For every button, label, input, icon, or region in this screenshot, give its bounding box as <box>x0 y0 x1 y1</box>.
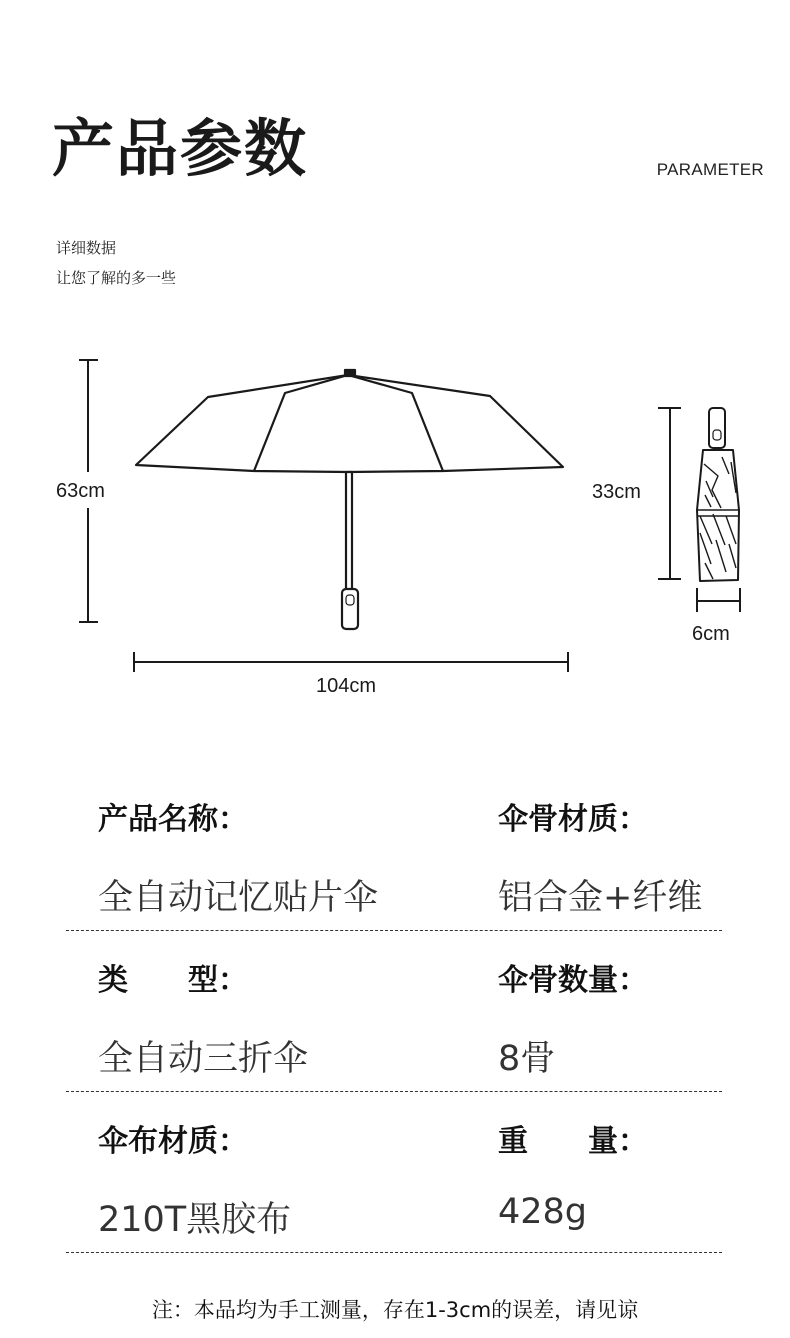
umbrella-dimension-diagram <box>0 330 790 710</box>
folded-length-dimension <box>658 408 681 579</box>
folded-umbrella-icon <box>697 408 739 581</box>
spec-value: 428g <box>498 1192 588 1232</box>
folded-width-dimension <box>697 588 740 612</box>
page-subtitle-en: PARAMETER <box>656 160 764 179</box>
open-width-dimension <box>134 652 568 672</box>
spec-row <box>66 931 722 1092</box>
open-height-label: 63cm <box>56 480 105 502</box>
spec-row <box>66 770 722 931</box>
folded-width-label: 6cm <box>692 623 730 645</box>
folded-length-label: 33cm <box>592 481 641 503</box>
spec-value: 8骨 <box>498 1039 556 1079</box>
intro-line-1: 详细数据 <box>56 239 117 257</box>
spec-row <box>66 1092 722 1253</box>
spec-label: 产品名称： <box>98 802 248 837</box>
page-title: 产品参数 <box>52 112 309 185</box>
intro-line-2: 让您了解的多一些 <box>56 269 177 287</box>
spec-label: 伞骨材质： <box>498 802 648 837</box>
spec-label: 重 量： <box>498 1124 648 1159</box>
spec-value: 全自动记忆贴片伞 <box>98 878 379 918</box>
spec-label: 类 型： <box>98 963 248 998</box>
spec-value: 210T黑胶布 <box>98 1200 292 1240</box>
spec-table <box>66 770 722 1253</box>
open-width-label: 104cm <box>316 675 377 697</box>
spec-value: 铝合金+纤维 <box>498 878 703 918</box>
measurement-note: 注：本品均为手工测量，存在1-3cm的误差，请见谅 <box>151 1298 639 1322</box>
spec-label: 伞布材质： <box>98 1124 248 1159</box>
open-umbrella-icon <box>136 370 563 629</box>
spec-value: 全自动三折伞 <box>98 1039 309 1079</box>
spec-label: 伞骨数量： <box>498 963 648 998</box>
